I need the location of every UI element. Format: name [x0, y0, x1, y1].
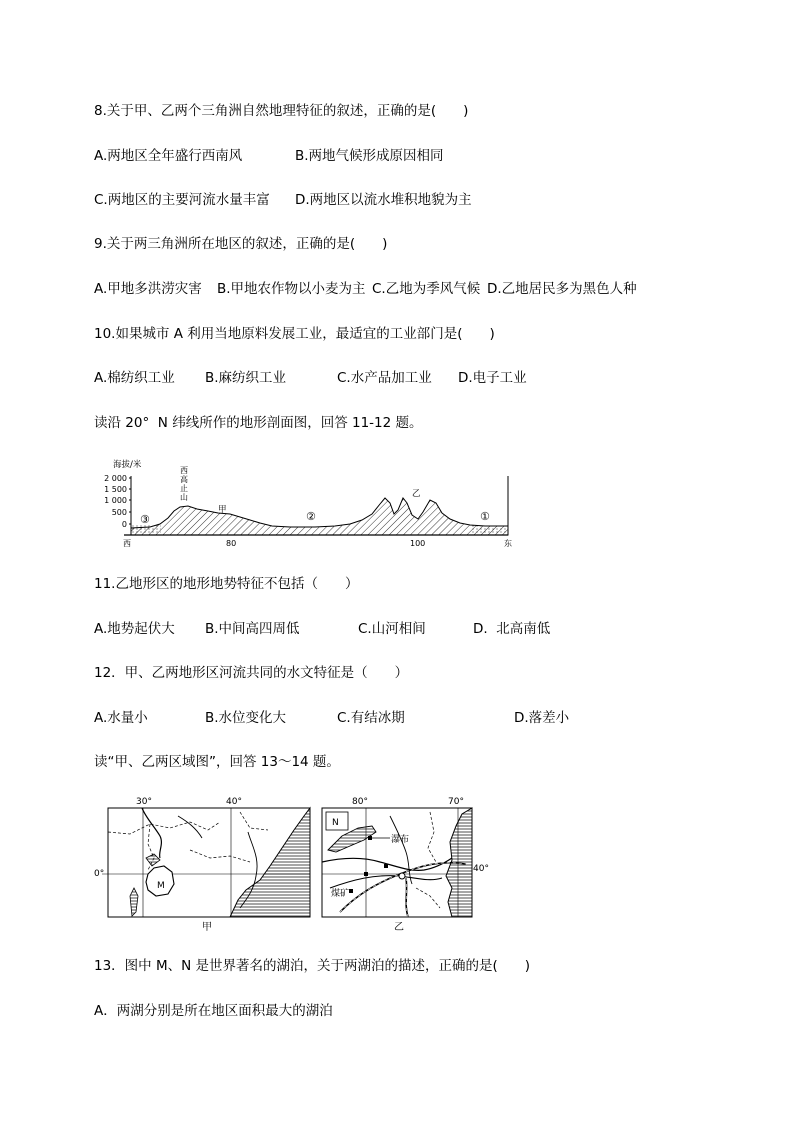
- profile-ytick: 0: [121, 520, 127, 529]
- map-yi-caption: 乙: [394, 922, 404, 933]
- profile-west: 西: [123, 539, 131, 548]
- q8-stem: 8.关于甲、乙两个三角洲自然地理特征的叙述，正确的是( ): [94, 103, 469, 119]
- map-yi-lon-80: 80°: [352, 797, 368, 807]
- q9-option-a: A.甲地多洪涝灾害: [94, 281, 202, 297]
- q8-option-a: A.两地区全年盛行西南风: [94, 148, 243, 164]
- circle-2: ②: [306, 510, 316, 523]
- q10-option-a: A.棉纺织工业: [94, 370, 175, 386]
- map-yi: [322, 797, 489, 933]
- lake-m-label: M: [157, 881, 165, 891]
- q12-stem: 12．甲、乙两地形区河流共同的水文特征是（ ）: [94, 665, 409, 681]
- q8-option-b: B.两地气候形成原因相同: [295, 148, 444, 164]
- region-maps-figure: [90, 792, 500, 934]
- map-jia-lat-0: 0°: [94, 869, 105, 879]
- q9-option-c: C.乙地为季风气候: [372, 281, 481, 297]
- map-yi-lat-40: 40°: [473, 864, 489, 874]
- q13-option-a: A．两湖分别是所在地区面积最大的湖泊: [94, 1003, 333, 1019]
- q12-option-a: A.水量小: [94, 710, 148, 726]
- q11-option-d: D. 北高南低: [473, 621, 551, 637]
- terrain-profile: [131, 498, 508, 535]
- q9-stem: 9.关于两三角洲所在地区的叙述，正确的是( ): [94, 236, 388, 252]
- q12-option-b: B.水位变化大: [205, 710, 287, 726]
- label-yi: 乙: [412, 489, 421, 499]
- q9-option-b: B.甲地农作物以小麦为主: [217, 281, 366, 297]
- lake-n-label: N: [332, 818, 339, 828]
- map-jia-lon-30: 30°: [136, 797, 152, 807]
- circle-1: ①: [480, 510, 490, 523]
- profile-ytick: 500: [111, 508, 127, 517]
- profile-ytick: 1 000: [104, 496, 127, 505]
- label-jia: 甲: [218, 505, 227, 515]
- q10-option-c: C.水产品加工业: [337, 370, 432, 386]
- q8-option-d: D.两地区以流水堆积地貌为主: [295, 192, 472, 208]
- map-jia-caption: 甲: [202, 922, 212, 933]
- map-jia: [94, 797, 310, 933]
- q11-option-a: A.地势起伏大: [94, 621, 175, 637]
- waterfall-label: 瀑布: [391, 835, 410, 845]
- q13-stem: 13．图中 M、N 是世界著名的湖泊，关于两湖泊的描述，正确的是( ): [94, 958, 531, 974]
- profile-intro: 读沿 20° N 纬线所作的地形剖面图，回答 11-12 题。: [94, 415, 423, 431]
- profile-ytick: 1 500: [104, 485, 127, 494]
- q11-option-c: C.山河相间: [358, 621, 426, 637]
- mountain-label: 西高止山: [180, 466, 188, 502]
- q10-option-b: B.麻纺织工业: [205, 370, 287, 386]
- q12-option-d: D.落差小: [514, 710, 570, 726]
- profile-ylabel: 海拔/米: [113, 460, 142, 470]
- q10-option-d: D.电子工业: [458, 370, 527, 386]
- circle-3: ③: [140, 513, 150, 526]
- profile-xtick-80: 80: [226, 539, 237, 548]
- q12-option-c: C.有结冰期: [337, 710, 405, 726]
- q8-option-c: C.两地区的主要河流水量丰富: [94, 192, 270, 208]
- profile-xtick-100: 100: [410, 539, 426, 548]
- q11-option-b: B.中间高四周低: [205, 621, 300, 637]
- maps-intro: 读“甲、乙两区域图”，回答 13～14 题。: [94, 754, 340, 770]
- map-yi-lon-70: 70°: [448, 797, 464, 807]
- coal-label: 煤矿: [331, 889, 350, 899]
- terrain-profile-figure: [100, 456, 520, 548]
- q10-stem: 10.如果城市 A 利用当地原料发展工业，最适宜的工业部门是( ): [94, 326, 495, 342]
- profile-ytick: 2 000: [104, 474, 127, 483]
- q11-stem: 11.乙地形区的地形地势特征不包括（ ）: [94, 576, 359, 592]
- map-jia-lon-40: 40°: [226, 797, 242, 807]
- profile-east: 东: [504, 539, 512, 548]
- q9-option-d: D.乙地居民多为黑色人种: [487, 281, 637, 297]
